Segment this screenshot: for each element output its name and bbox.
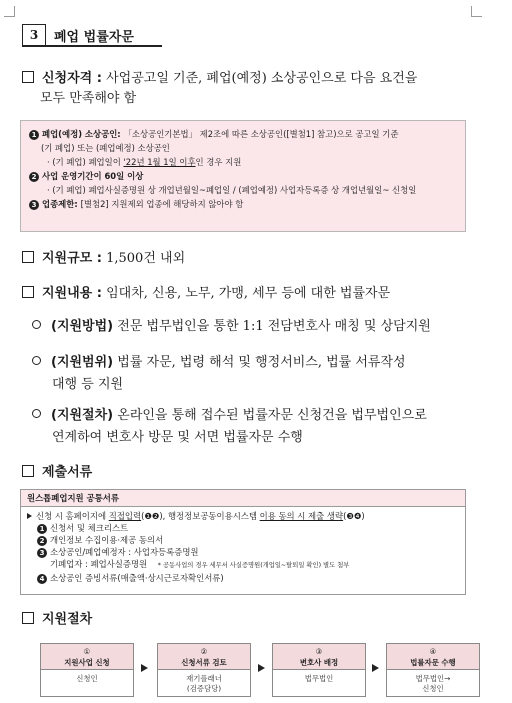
document-item-1: 1 신청서 및 체크리스트: [27, 522, 459, 534]
support-content: 지원내용 : 임대차, 신용, 노무, 가맹, 세무 등에 대한 법률자문: [22, 284, 390, 304]
arrow-right-icon: [372, 664, 379, 672]
requirement-1-sub: · (기 폐업) 폐업일이 '22년 1월 1일 이후인 경우 지원: [47, 157, 242, 167]
support-scale: 지원규모 : 1,500건 내외: [22, 249, 185, 269]
checkbox-square-icon: [22, 465, 34, 477]
requirement-2-sub: · (기 폐업) 폐업사실증명원 상 개업년월일~폐업일 / (폐업예정) 사업자등록증 상 개업년월일~ 신청일: [47, 185, 417, 195]
eligibility-text: 사업공고일 기준, 폐업(예정) 소상공인으로 다음 요건을: [101, 71, 418, 86]
number-1-icon: 1: [37, 524, 47, 534]
eligibility-line2: 모두 만족해야 함: [40, 91, 137, 106]
procedure-step-1: ① 지원사업 신청 신청인: [40, 643, 134, 697]
number-2-icon: 2: [29, 172, 39, 182]
number-3-icon: 3: [37, 548, 47, 558]
procedure-step-3: ③ 변호사 배정 법무법인: [272, 643, 366, 697]
section-title: [22, 24, 167, 46]
number-2-icon: 2: [37, 536, 47, 546]
circle-bullet-icon: [32, 409, 41, 418]
procedure-heading: 지원절차: [22, 610, 92, 630]
number-3-icon: 3: [29, 200, 39, 210]
documents-intro: 신청 시 홈페이지에 직접입력(❶❷), 행정정보공동이용시스템 이용 동의 시 제출 생략(❸❹): [27, 510, 459, 522]
number-4-icon: 4: [37, 574, 47, 584]
checkbox-square-icon: [22, 286, 34, 298]
documents-table-header: 원스톱폐업지원 공통서류: [21, 490, 465, 507]
bullet-support-procedure: (지원절차) 온라인을 통해 접수된 법률자문 신청건을 법무법인으로 연계하여 변호사 방문 및 서면 법률자문 수행: [32, 405, 472, 449]
bullet-support-method: (지원방법) 전문 법무법인을 통한 1:1 전담변호사 매칭 및 상담지원: [32, 316, 472, 338]
triangle-bullet-icon: [27, 513, 32, 519]
page-corner-mark-right: [471, 6, 482, 17]
eligibility-requirements-box: [20, 120, 466, 232]
procedure-step-4: ④ 법률자문 수행 법무법인→ 신청인: [386, 643, 480, 697]
checkbox-square-icon: [22, 71, 34, 83]
circle-bullet-icon: [32, 356, 41, 365]
arrow-right-icon: [141, 664, 148, 672]
bullet-support-scope: (지원범위) 법률 자문, 법령 해석 및 행정서비스, 법률 서류작성 대행 등 지원: [32, 352, 472, 396]
arrow-right-icon: [258, 664, 265, 672]
eligibility-line1: [22, 69, 417, 89]
document-item-3: 3 소상공인/폐업예정자 : 사업자등록증명원: [27, 546, 459, 558]
section-number: 3: [22, 24, 46, 46]
page-corner-mark-left: [4, 6, 15, 17]
number-1-icon: 1: [29, 130, 39, 140]
documents-table-body: [21, 507, 465, 587]
requirement-1: 1 폐업(예정) 소상공인: 「소상공인기본법」 제2조에 따른 소상공인([별첨1] 참고)으로 공고일 기준: [29, 127, 457, 141]
circle-bullet-icon: [32, 320, 41, 329]
section-heading: 폐업 법률자문: [54, 30, 134, 45]
documents-heading: 제출서류: [22, 463, 92, 483]
section-underline: [22, 45, 162, 47]
eligibility-label: 신청자격 :: [42, 71, 102, 86]
requirement-1-cont: (기 폐업) 또는 (폐업예정) 소상공인: [41, 143, 170, 153]
documents-table: [20, 489, 466, 595]
requirement-2: 2 사업 운영기간이 60일 이상: [29, 169, 457, 183]
checkbox-square-icon: [22, 251, 34, 263]
requirement-3: 3 업종제한: [별첨2] 지원제외 업종에 해당하지 않아야 함: [29, 197, 457, 211]
document-item-3b: 기폐업자 : 폐업사실증명원 * 공동사업의 경우 세무서 사실증명원(개업일~탈퇴일 확인) 별도 첨부: [50, 559, 350, 569]
checkbox-square-icon: [22, 612, 34, 624]
document-item-2: 2 개인정보 수집이용·제공 동의서: [27, 534, 459, 546]
procedure-step-2: ② 신청서류 검토 재기플래너 (검증담당): [157, 643, 251, 697]
document-item-4: 4 소상공인 증빙서류(매출액·상시근로자확인서류): [27, 572, 459, 584]
